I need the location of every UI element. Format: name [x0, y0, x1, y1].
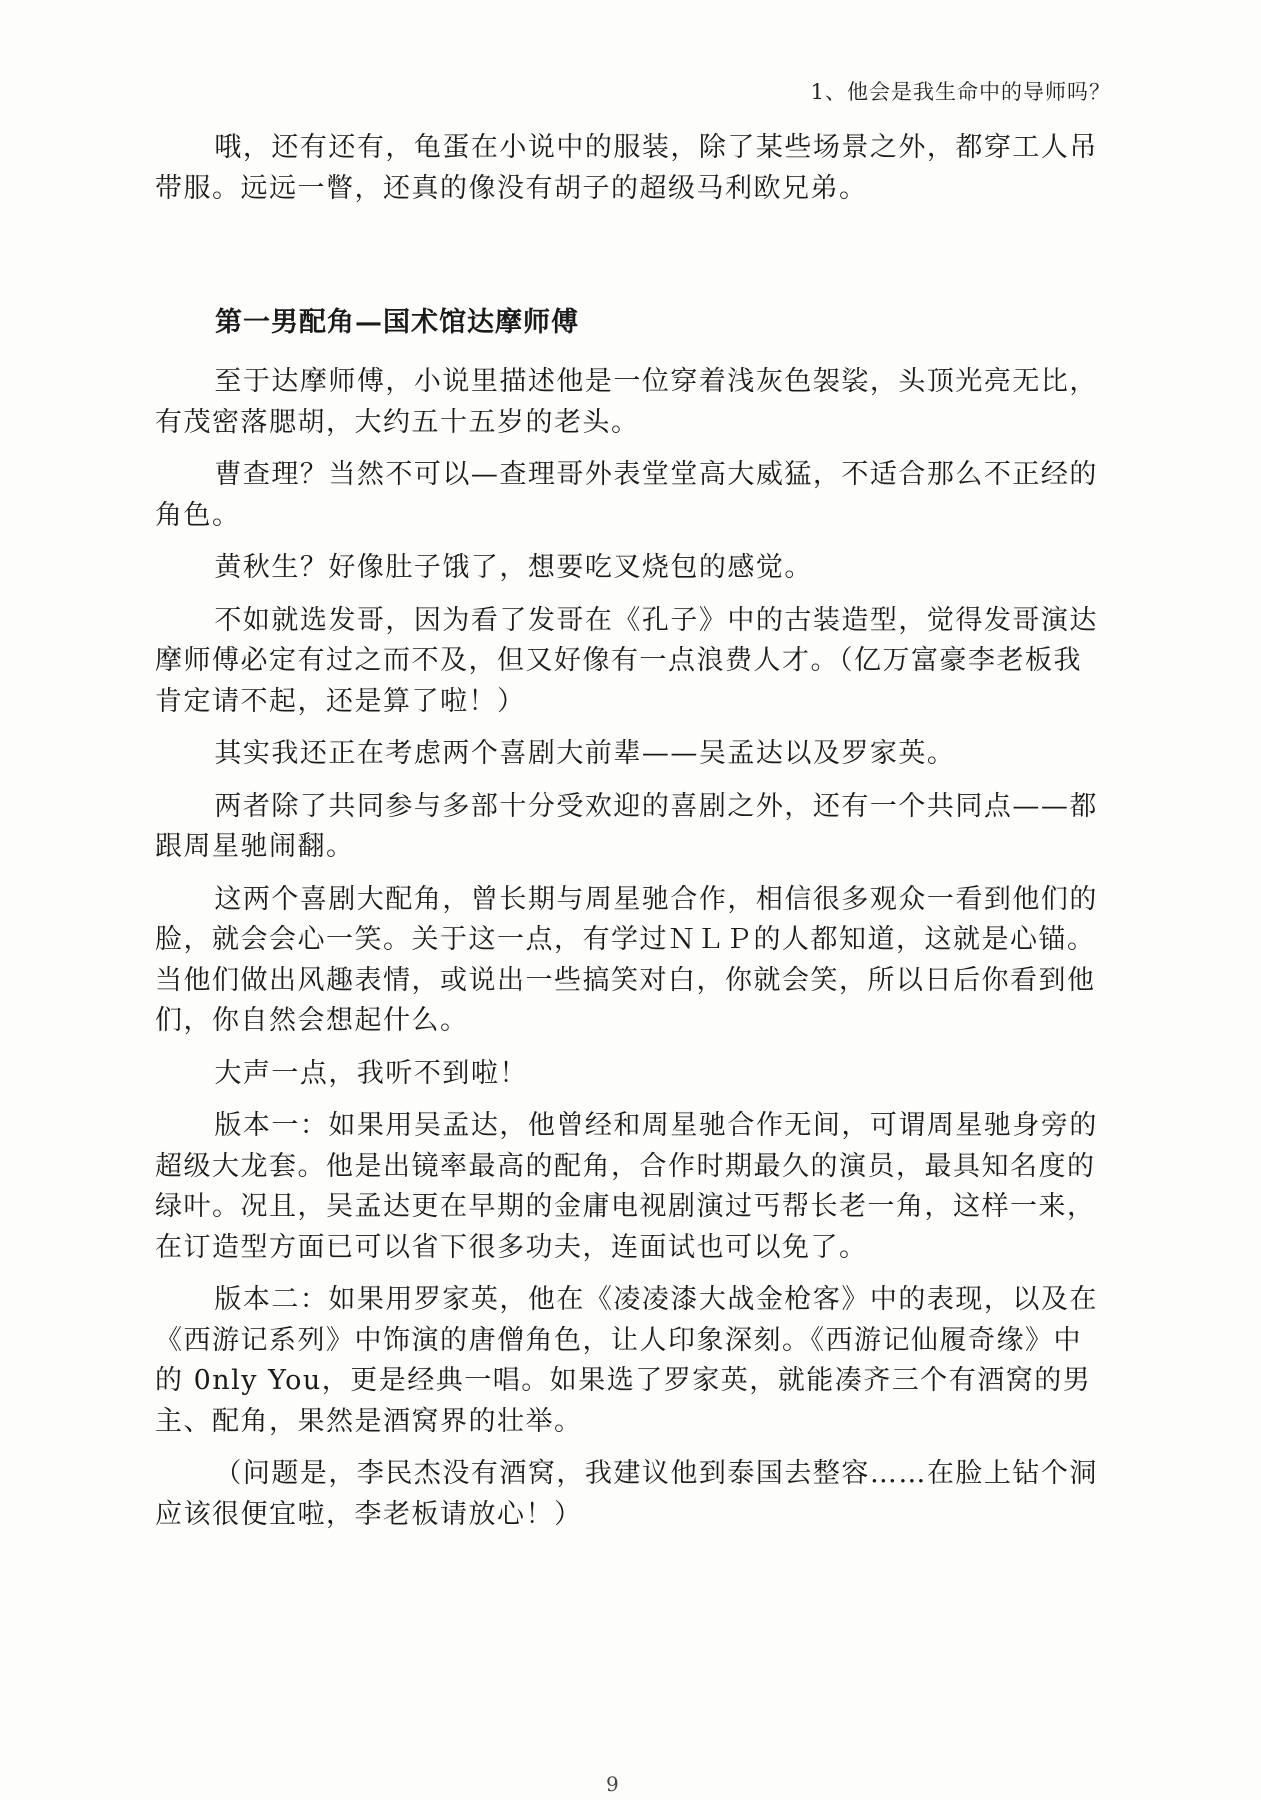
intro-block: [155, 128, 1100, 209]
section-body: [155, 362, 1100, 1535]
paragraph: 至于达摩师傅，小说里描述他是一位穿着浅灰色袈裟，头顶光亮无比，有茂密落腮胡，大约五十五岁的老头。: [155, 366, 1098, 438]
page-number: 9: [606, 1772, 619, 1796]
paragraph: 其实我还正在考虑两个喜剧大前辈——吴孟达以及罗家英。: [214, 738, 956, 769]
paragraph: 两者除了共同参与多部十分受欢迎的喜剧之外，还有一个共同点——都跟周星驰闹翻。: [155, 790, 1098, 862]
running-header: 1、他会是我生命中的导师吗？: [810, 80, 1111, 104]
paragraph: 大声一点，我听不到啦！: [214, 1057, 528, 1089]
paragraph: 哦，还有还有，龟蛋在小说中的服装，除了某些场景之外，都穿工人吊带服。远远一瞥，还真的像没有胡子的超级马利欧兄弟。: [155, 132, 1098, 204]
paragraph: 黄秋生？好像肚子饿了，想要吃叉烧包的感觉。: [214, 552, 813, 583]
paragraph: 这两个喜剧大配角，曾长期与周星驰合作，相信很多观众一看到他们的脸，就会会心一笑。关于这一点，有学过ＮＬＰ的人都知道，这就是心锚。当他们做出风趣表情，或说出一些搞笑对白，你就会笑，所以日后你看到他们，你自然会想起什么。: [155, 883, 1098, 1036]
paragraph: 版本二：如果用罗家英，他在《凌凌漆大战金枪客》中的表现，以及在《西游记系列》中饰演的唐僧角色，让人印象深刻。《西游记仙履奇缘》中的 0nly You，更是经典一唱。如果选了罗家英，就能凑齐三个有酒窝的男主、配角，果然是酒窝界的壮举。: [155, 1284, 1098, 1437]
paragraph: 不如就选发哥，因为看了发哥在《孔子》中的古装造型，觉得发哥演达摩师傅必定有过之而不及，但又好像有一点浪费人才。（亿万富豪李老板我肯定请不起，还是算了啦！）: [155, 604, 1098, 717]
paragraph: （问题是，李民杰没有酒窝，我建议他到泰国去整容……在脸上钻个洞应该很便宜啦，李老板请放心！）: [155, 1458, 1098, 1530]
paragraph: 版本一：如果用吴孟达，他曾经和周星驰合作无间，可谓周星驰身旁的超级大龙套。他是出镜率最高的配角，合作时期最久的演员，最具知名度的绿叶。况且，吴孟达更在早期的金庸电视剧演过丐帮长老一角，这样一来，在订造型方面已可以省下很多功夫，连面试也可以免了。: [155, 1110, 1098, 1263]
paragraph: 曹查理？当然不可以—查理哥外表堂堂高大威猛，不适合那么不正经的角色。: [155, 459, 1098, 531]
section-heading: 第一男配角—国术馆达摩师傅: [215, 307, 579, 338]
